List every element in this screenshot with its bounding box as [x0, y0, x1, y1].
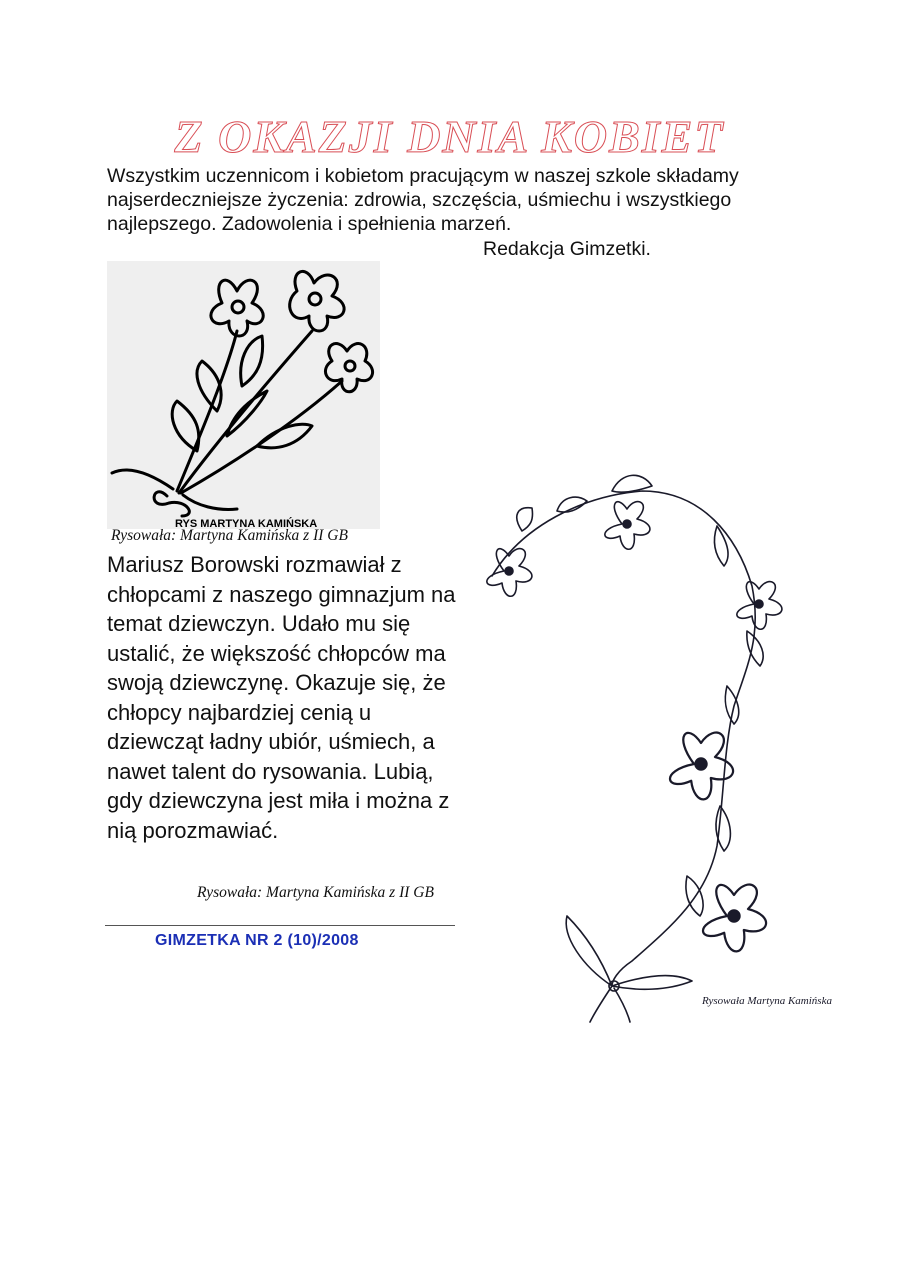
bouquet-illustration [107, 261, 380, 529]
greeting-paragraph: Wszystkim uczennicom i kobietom pracującym w naszej szkole składamy najserdeczniejsze życzenia: zdrowia, szczęścia, uśmiechu i wszystkiego najlepszego. Zadowolenia i spełnienia marzeń. [107, 165, 739, 235]
drawing1-signature: RYS MARTYNA KAMIŃSKA [175, 518, 318, 530]
greeting-signature: Redakcja Gimzetki. [483, 238, 651, 260]
drawing1-caption: Rysowała: Martyna Kamińska z II GB [111, 527, 348, 544]
flower-bouquet-drawing [107, 261, 380, 529]
page-title: Z OKAZJI DNIA KOBIET [174, 111, 725, 162]
vine-illustration [462, 466, 832, 1022]
drawing2-caption: Rysowała: Martyna Kamińska z II GB [197, 884, 434, 901]
footer-divider [105, 925, 455, 926]
flower-vine-drawing [462, 466, 832, 1022]
article-paragraph: Mariusz Borowski rozmawiał z chłopcami z naszego gimnazjum na temat dziewczyn. Udało mu się ustalić, że większość chłopców ma swoją dziewczynę. Okazuje się, że chłopcy najbardziej cenią u dziewcząt ładny ubiór, uśmiech, a nawet talent do rysowania. Lubią, gdy dziewczyna jest miła i można z nią porozmawiać. [107, 552, 456, 843]
issue-footer: GIMZETKA NR 2 (10)/2008 [155, 932, 359, 949]
drawing2-signature: Rysowała Martyna Kamińska [702, 995, 832, 1007]
